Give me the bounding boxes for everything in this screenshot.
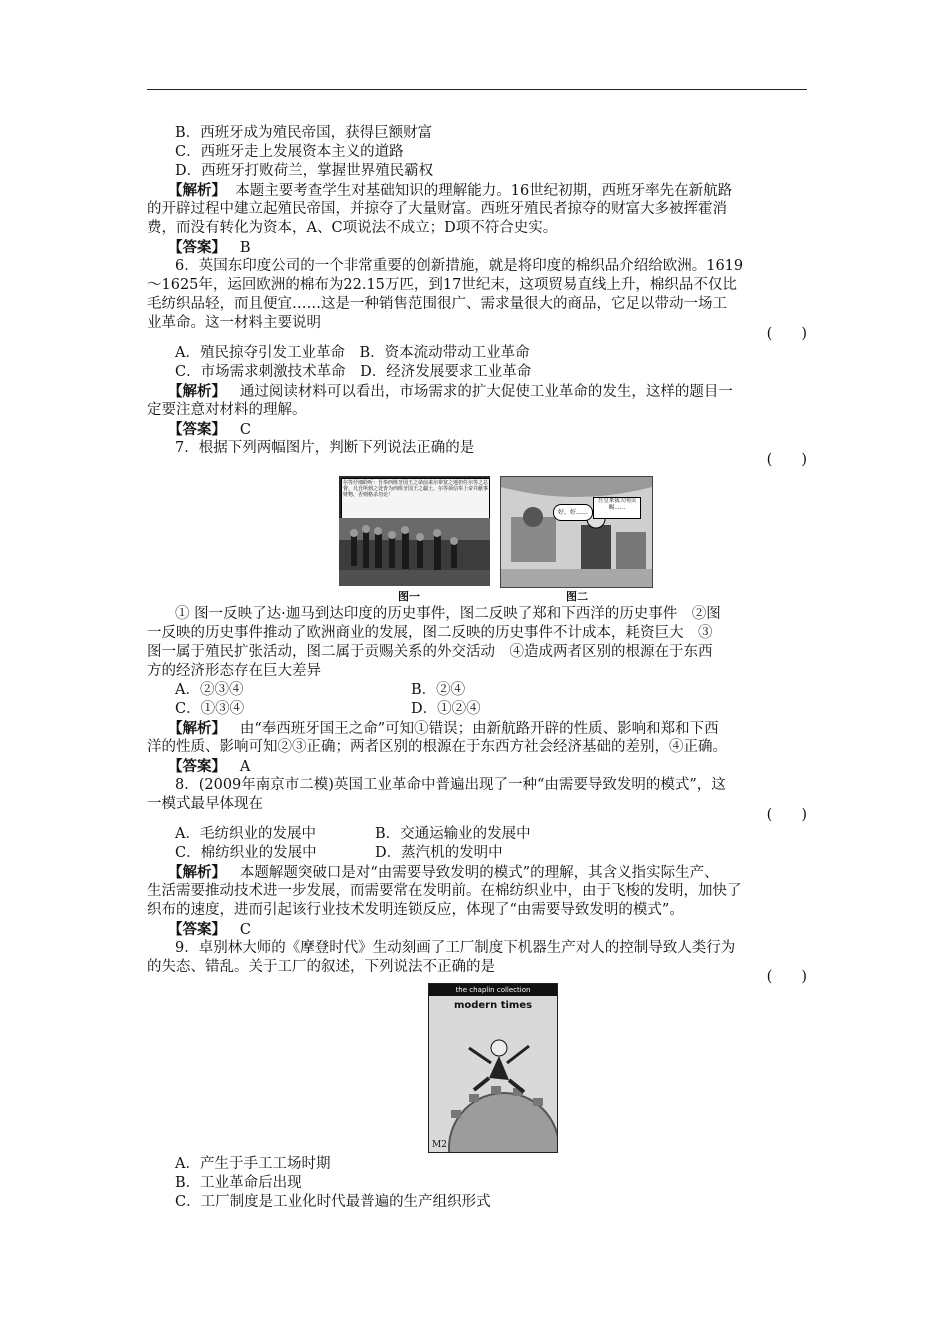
analysis-text: 由“奉西班牙国王之命”可知①错误；由新航路开辟的性质、影响和郑和下西 xyxy=(239,721,719,737)
q8-analysis-line-3: 织布的速度，进而引起该行业技术发明连锁反应，体现了“由需要导致发明的模式”。 xyxy=(147,902,684,918)
q7-answer-bracket: ( ) xyxy=(766,452,807,468)
analysis-text: 本题主要考查学生对基础知识的理解能力。16世纪初期，西班牙率先在新航路 xyxy=(235,183,733,199)
q7-analysis-line-2: 洋的性质、影响可知②③正确；两者区别的根源在于东西方社会经济基础的差别，④正确。 xyxy=(147,739,727,755)
q6-analysis-line-1 xyxy=(168,382,828,402)
analysis-text: 本题解题突破口是对“由需要导致发明的模式”的理解，其含义指实际生产、 xyxy=(239,865,719,881)
q5-option-d: D．西班牙打败荷兰，掌握世界殖民霸权 xyxy=(175,163,434,179)
answer-value: A xyxy=(239,759,251,775)
q8-option-d: D．蒸汽机的发明中 xyxy=(375,845,503,861)
analysis-text: 通过阅读材料可以看出，市场需求的扩大促使工业革命的发生，这样的题目一 xyxy=(239,384,733,400)
answer-value: C xyxy=(239,922,251,938)
q8-stem-line-2: 一模式最早体现在 xyxy=(147,796,263,812)
q8-option-b: B．交通运输业的发展中 xyxy=(375,826,531,842)
poster-code: M2 xyxy=(432,1140,447,1150)
q6-analysis-line-2: 定要注意对材料的理解。 xyxy=(147,402,307,418)
q9-stem-line-1: 9．卓别林大师的《摩登时代》生动刻画了工厂制度下机器生产对人的控制导致人类行为 xyxy=(175,940,736,956)
answer-label: 【答案】 xyxy=(168,239,226,256)
analysis-label: 【解析】 xyxy=(168,720,226,737)
analysis-label: 【解析】 xyxy=(168,864,226,881)
analysis-label: 【解析】 xyxy=(168,182,226,199)
q8-options-cd xyxy=(175,844,835,863)
q9-stem-line-2: 的失态、错乱。关于工厂的叙述，下列说法不正确的是 xyxy=(147,959,495,975)
q6-answer xyxy=(168,420,828,440)
q8-answer-bracket: ( ) xyxy=(766,807,807,823)
q9-option-a: A．产生于手工工场时期 xyxy=(175,1156,331,1172)
figure-2-image xyxy=(500,476,653,588)
poster-illustration xyxy=(429,1018,557,1152)
poster-banner: the chaplin collection xyxy=(429,984,557,996)
figure-2-scene-illustration xyxy=(501,477,652,587)
figure-2-speech-bubble-2: 吾皇来我大明贡赐…… xyxy=(593,497,641,519)
q7-options-ab xyxy=(175,681,835,700)
answer-value: B xyxy=(239,240,251,256)
q8-analysis-line-1 xyxy=(168,863,828,883)
q7-option-d: D．①②④ xyxy=(411,701,481,717)
q7-answer xyxy=(168,757,828,777)
figure-2-speech-bubble-1: 好，好…… xyxy=(553,504,593,521)
q6-options-cd: C．市场需求刺激技术革命 D．经济发展要求工业革命 xyxy=(175,364,532,380)
q8-option-a: A．毛纺织业的发展中 xyxy=(175,826,316,842)
figure-1-scene-illustration xyxy=(339,518,490,586)
q5-analysis-line-2: 的开辟过程中建立起殖民帝国，并掠夺了大量财富。西班牙殖民者掠夺的财富大多被挥霍消 xyxy=(147,201,727,217)
figure-1-speech-box: 尔等仔细聆听：吾奉西班牙国王之命前来尔辈宽之地担任尔等之总督。凡吾所到之处皆为西班牙国王之疆土，尔等须信奉上帝并献事财物，否则格杀勿论！ xyxy=(341,478,490,520)
q7-statements-line-3: 图一属于殖民扩张活动，图二属于贡赐关系的外交活动 ④造成两者区别的根源在于东西 xyxy=(147,644,713,660)
analysis-label: 【解析】 xyxy=(168,383,226,400)
q6-stem-line-2: ～1625年，运回欧洲的棉布为22.15万匹，到17世纪末，这项贸易直线上升，棉织品不仅比 xyxy=(147,277,737,293)
q5-analysis-line-3: 费，而没有转化为资本，A、C项说法不成立；D项不符合史实。 xyxy=(147,220,558,236)
q7-statements-line-1: ① 图一反映了达·迦马到达印度的历史事件，图二反映了郑和下西洋的历史事件 ②图 xyxy=(175,606,721,622)
q8-stem-line-1: 8．(2009年南京市二模)英国工业革命中普遍出现了一种“由需要导致发明的模式”，这 xyxy=(175,777,726,793)
figure-2-caption: 图二 xyxy=(566,590,588,603)
answer-label: 【答案】 xyxy=(168,921,226,938)
figure-1-caption: 图一 xyxy=(398,590,420,603)
header-rule xyxy=(147,89,807,90)
q8-analysis-line-2: 生活需要推动技术进一步发展，而需要常在发明前。在棉纺织业中，由于飞梭的发明，加快了 xyxy=(147,883,742,899)
q9-option-c: C．工厂制度是工业化时代最普遍的生产组织形式 xyxy=(175,1194,491,1210)
answer-label: 【答案】 xyxy=(168,758,226,775)
q8-options-ab xyxy=(175,825,835,844)
poster-title: modern times xyxy=(453,1000,533,1011)
q5-option-c: C．西班牙走上发展资本主义的道路 xyxy=(175,144,404,160)
q7-options-cd xyxy=(175,700,835,719)
q7-option-a: A．②③④ xyxy=(175,682,244,698)
figure-1-image xyxy=(339,476,490,586)
answer-label: 【答案】 xyxy=(168,421,226,438)
modern-times-poster xyxy=(428,983,558,1153)
q5-option-b: B．西班牙成为殖民帝国，获得巨额财富 xyxy=(175,125,433,141)
q8-answer xyxy=(168,920,828,940)
q6-stem-line-1: 6．英国东印度公司的一个非常重要的创新措施，就是将印度的棉织品介绍给欧洲。1619 xyxy=(175,258,744,274)
q7-statements-line-4: 方的经济形态存在巨大差异 xyxy=(147,663,321,679)
q7-stem: 7．根据下列两幅图片，判断下列说法正确的是 xyxy=(175,440,475,456)
q7-analysis-line-1 xyxy=(168,719,828,739)
q6-answer-bracket: ( ) xyxy=(766,326,807,342)
q7-option-c: C．①③④ xyxy=(175,701,245,717)
q7-statements-line-2: 一反映的历史事件推动了欧洲商业的发展，图二反映的历史事件不计成本，耗资巨大 ③ xyxy=(147,625,713,641)
q5-analysis-line-1 xyxy=(168,181,828,201)
q5-answer xyxy=(168,238,828,258)
answer-value: C xyxy=(239,422,251,438)
q6-stem-line-3: 毛纺织品轻，而且便宜……这是一种销售范围很广、需求量很大的商品，它足以带动一场工 xyxy=(147,296,727,312)
q6-options-ab: A．殖民掠夺引发工业革命 B．资本流动带动工业革命 xyxy=(175,345,530,361)
q8-option-c: C．棉纺织业的发展中 xyxy=(175,845,317,861)
q7-option-b: B．②④ xyxy=(411,682,466,698)
q6-stem-line-4: 业革命。这一材料主要说明 xyxy=(147,315,321,331)
q9-option-b: B．工业革命后出现 xyxy=(175,1175,302,1191)
q9-answer-bracket: ( ) xyxy=(766,969,807,985)
